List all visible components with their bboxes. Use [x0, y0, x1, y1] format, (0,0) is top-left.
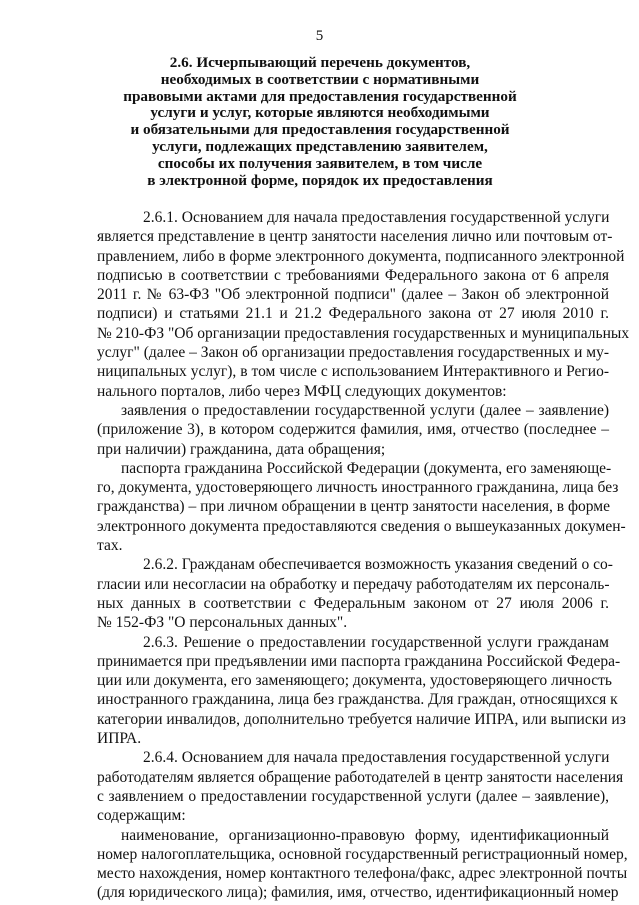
heading-line: способы их получения заявителем, в том числе	[157, 154, 483, 172]
text-line: № 210-ФЗ "Об организации предоставления государственных и муниципальных	[97, 324, 630, 342]
text-line: № 152-ФЗ "О персональных данных".	[97, 614, 348, 632]
text-line: при наличии) гражданина, дата обращения;	[97, 440, 386, 458]
text-line: подписи) и статьями 21.1 и 21.2 Федерального закона от 27 июля 2010 г.	[97, 305, 609, 323]
text-line: ИПРА.	[97, 730, 142, 748]
text-line: ниципальных услуг), в том числе с использованием Интерактивного и Регио-	[97, 363, 609, 381]
text-line: 2.6.4. Основанием для начала предоставления государственной услуги	[143, 749, 610, 767]
document-body	[97, 208, 630, 903]
text-line: является представление в центр занятости населения лично или почтовым от-	[97, 228, 613, 246]
text-line: тах.	[97, 537, 123, 555]
text-line: 2.6.1. Основанием для начала предоставления государственной услуги	[143, 209, 610, 226]
text-line: паспорта гражданина Российской Федерации (документа, его заменяюще-	[121, 459, 612, 477]
text-line: услуг" (далее – Закон об организации предоставления государственных и му-	[97, 344, 609, 362]
text-line: (приложение 3), в котором содержится фамилия, имя, отчество (последнее –	[97, 421, 609, 439]
text-line: место нахождения, номер контактного телефона/факс, адрес электронной почты	[97, 865, 628, 883]
text-line: гласии или несогласии на обработку и передачу работодателям их персональ-	[97, 575, 610, 593]
text-line: с заявлением о предоставлении государственной услуги (далее – заявление),	[97, 787, 609, 805]
text-line: (для юридического лица); фамилия, имя, отчество, идентификационный номер	[97, 884, 619, 902]
text-line: правлением, либо в форме электронного документа, подписанного электронной	[97, 247, 625, 265]
section-heading	[100, 55, 540, 189]
text-line: категории инвалидов, дополнительно требуется наличие ИПРА, или выписки из	[97, 710, 626, 728]
heading-line: 2.6. Исчерпывающий перечень документов,	[169, 54, 471, 71]
text-line: заявления о предоставлении государственной услуги (далее – заявление)	[121, 401, 609, 419]
heading-line: правовыми актами для предоставления государственной	[123, 87, 517, 105]
heading-line: необходимых в соответствии с нормативными	[160, 70, 480, 88]
text-line: содержащим:	[97, 807, 186, 825]
text-line: наименование, организационно-правовую форму, идентификационный	[121, 826, 609, 844]
text-line: нального порталов, либо через МФЦ следующих документов:	[97, 382, 507, 400]
page-number: 5	[315, 28, 324, 44]
heading-line: услуги и услуг, которые являются необходимыми	[150, 104, 490, 122]
heading-line: и обязательными для предоставления государственной	[130, 121, 510, 139]
text-line: электронного документа предоставляются сведения о вышеуказанных докумен-	[97, 517, 626, 535]
text-line: гражданства) – при личном обращении в центр занятости населения, в форме	[97, 498, 610, 516]
heading-line: в электронной форме, порядок их предоставления	[147, 171, 493, 189]
text-line: подписью в соответствии с требованиями Федерального закона от 6 апреля	[97, 266, 609, 284]
text-line: номер налогоплательщика, основной государственный регистрационный номер,	[97, 845, 628, 863]
heading-line: услуги, подлежащих представлению заявителем,	[152, 137, 488, 155]
text-line: ных данных в соответствии с Федеральным законом от 27 июля 2006 г.	[97, 594, 609, 612]
text-line: работодателям является обращение работодателей в центр занятости населения	[97, 768, 624, 786]
text-line: 2.6.2. Гражданам обеспечивается возможность указания сведений о со-	[143, 556, 613, 574]
text-line: иностранного гражданина, лица без гражданства. Для граждан, относящихся к	[97, 691, 618, 709]
text-line: ции или документа, его заменяющего; документа, удостоверяющего личность	[97, 672, 612, 690]
text-line: принимается при предъявлении ими паспорта гражданина Российской Федера-	[97, 652, 621, 670]
text-line: 2.6.3. Решение о предоставлении государственной услуги гражданам	[143, 633, 609, 651]
text-line: го, документа, удостоверяющего личность иностранного гражданина, лица без	[97, 479, 619, 497]
text-line: 2011 г. № 63-ФЗ "Об электронной подписи" (далее – Закон об электронной	[97, 286, 609, 304]
